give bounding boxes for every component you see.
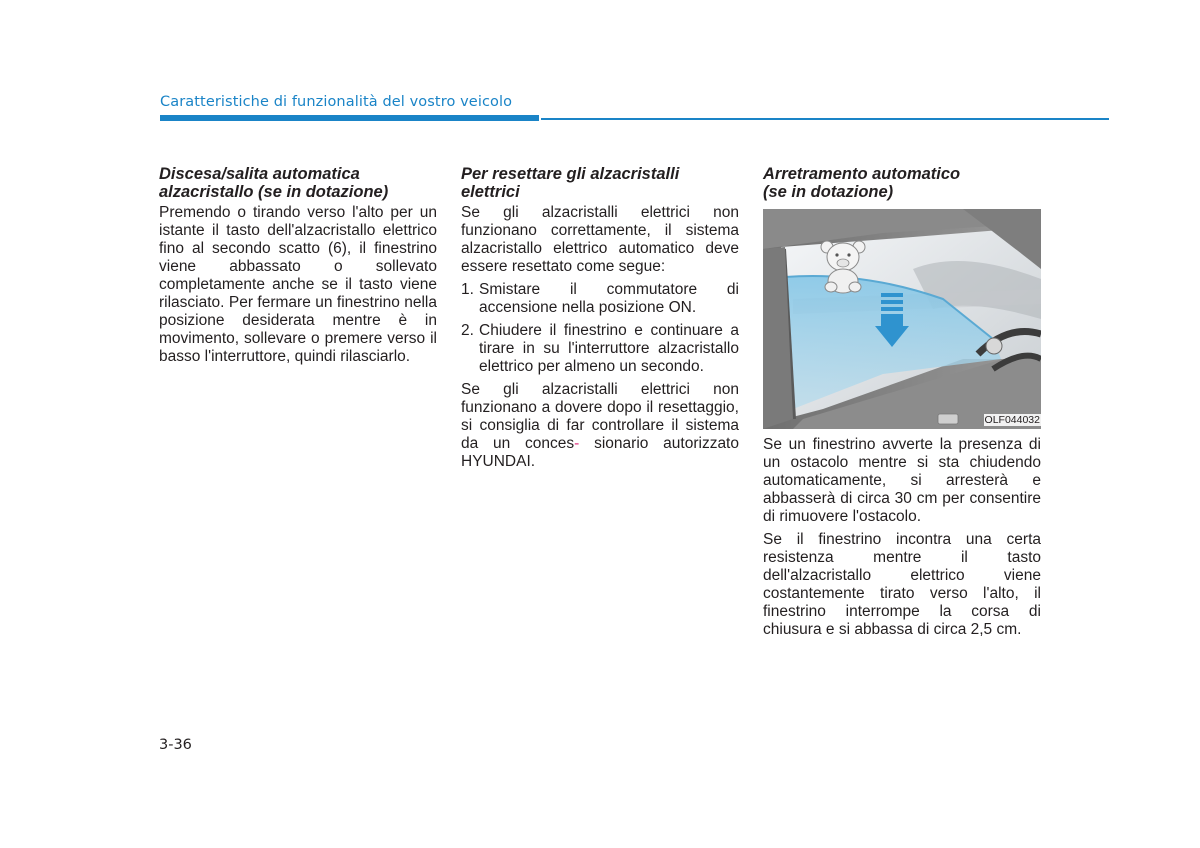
heading-line-2: (se in dotazione) bbox=[763, 183, 894, 201]
column-auto-reverse bbox=[763, 165, 1041, 644]
dealer-text-b: sionario autorizzato HYUNDAI. bbox=[461, 435, 739, 470]
car-window-illustration bbox=[763, 209, 1041, 429]
paragraph-reset-dealer bbox=[461, 381, 739, 471]
paragraph-auto-reverse-1: Se un finestrino avverte la presenza di un ostacolo mentre si sta chiudendo automaticamente, si arresterà e abbasserà di circa 30 cm per consentire di rimuovere l'ostacolo. bbox=[763, 436, 1041, 525]
heading-reset-windows bbox=[461, 165, 739, 201]
column-reset-windows bbox=[461, 165, 739, 476]
figure-code: OLF044032 bbox=[984, 414, 1040, 426]
hyphenation-mark: - bbox=[574, 435, 580, 452]
heading-auto-reverse bbox=[763, 165, 1041, 201]
header-rule-thick bbox=[160, 115, 539, 121]
dealer-text-a: Se gli alzacristalli elettrici non funzionano a dovere dopo il resettaggio, si consiglia di far controllare il sistema da un conces bbox=[461, 381, 739, 452]
reset-step-2 bbox=[461, 322, 739, 376]
heading-line-1: Arretramento automatico bbox=[763, 165, 961, 183]
step-text: Chiudere il finestrino e continuare a tirare in su l'interruttore alzacristallo elettrico per almeno un secondo. bbox=[479, 322, 739, 375]
paragraph-reset-intro: Se gli alzacristalli elettrici non funzionano correttamente, il sistema alzacristallo elettrico automatico deve essere resettato come segue: bbox=[461, 204, 739, 275]
step-number: 1. bbox=[461, 281, 474, 298]
header-rule-thin bbox=[541, 118, 1109, 120]
heading-auto-down-up: Discesa/salita automatica alzacristallo (se in dotazione) bbox=[159, 165, 389, 201]
column-auto-down-up bbox=[159, 165, 437, 371]
heading-line-2: elettrici bbox=[461, 183, 520, 201]
page-number: 3-36 bbox=[159, 737, 192, 753]
section-title: Caratteristiche di funzionalità del vostro veicolo bbox=[160, 94, 513, 110]
paragraph-auto-down-up: Premendo o tirando verso l'alto per un istante il tasto dell'alzacristallo elettrico fino al secondo scatto (6), il finestrino viene abbassato o sollevato completamente anche se il tasto viene rilasciato. Per fermare un finestrino nella posizione desiderata mentre è in movimento, sollevare o premere verso il basso l'interruttore, quindi rilasciarlo. bbox=[159, 204, 437, 365]
paragraph-auto-reverse-2: Se il finestrino incontra una certa resistenza mentre il tasto dell'alzacristallo elettrico viene costantemente tirato verso l'alto, il finestrino interrompe la corsa di chiusura e si abbassa di circa 2,5 cm. bbox=[763, 531, 1041, 638]
heading-line-1: Per resettare gli alzacristalli bbox=[461, 165, 680, 183]
illustration-window-obstacle bbox=[763, 209, 1041, 429]
step-text: Smistare il commutatore di accensione nella posizione ON. bbox=[479, 281, 739, 316]
reset-steps-list bbox=[461, 281, 739, 376]
reset-step-1 bbox=[461, 281, 739, 317]
step-number: 2. bbox=[461, 322, 474, 339]
